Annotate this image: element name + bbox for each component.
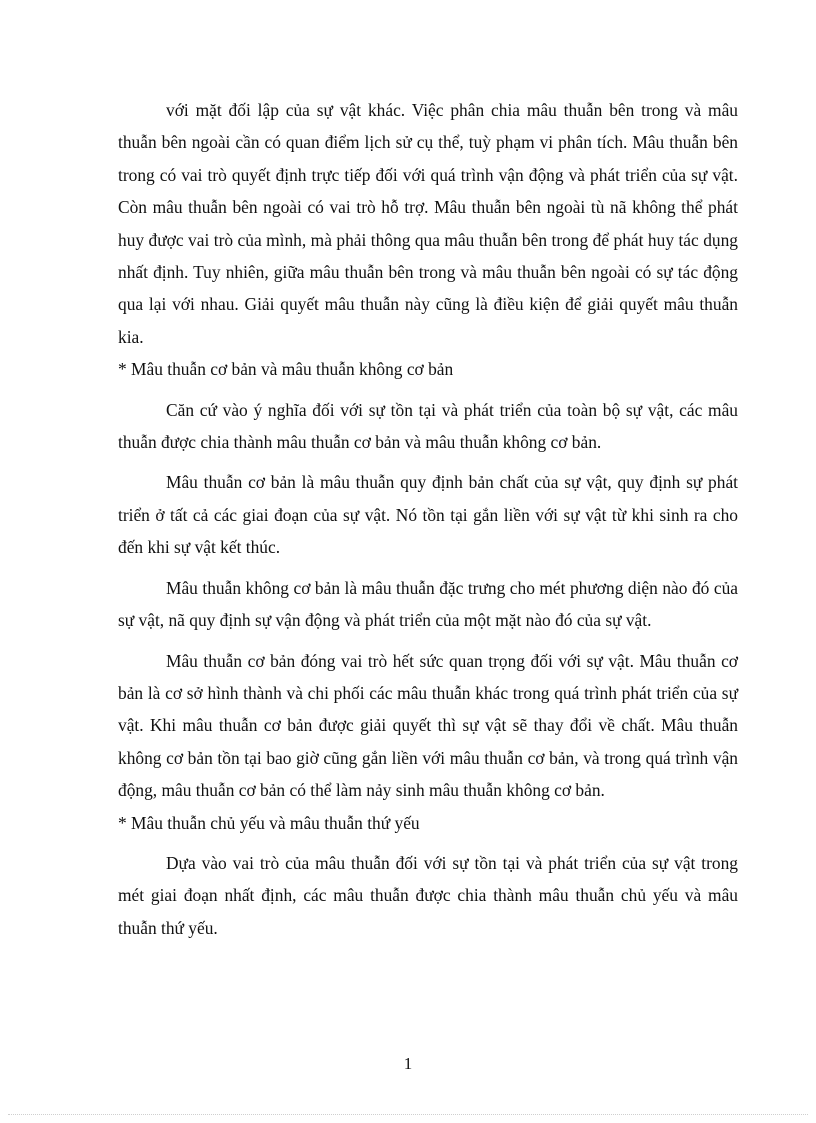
paragraph-basic-definition: Mâu thuẫn cơ bản là mâu thuẫn quy định bản chất của sự vật, quy định sự phát triển ở tất cả các giai đoạn của sự vật. Nó tồn tại gắn liền với sự vật từ khi sinh ra cho đến khi sự vật kết thúc.	[118, 472, 738, 558]
body-text	[118, 94, 738, 944]
heading-main-secondary: * Mâu thuẫn chủ yếu và mâu thuẫn thứ yếu	[118, 812, 420, 833]
paragraph-basic-role: Mâu thuẫn cơ bản đóng vai trò hết sức quan trọng đối với sự vật. Mâu thuẫn cơ bản là cơ sở hình thành và chi phối các mâu thuẫn khác trong quá trình phát triển của sự vật. Khi mâu thuẫn cơ bản được giải quyết thì sự vật sẽ thay đổi về chất. Mâu thuẫn không cơ bản tồn tại bao giờ cũng gắn liền với mâu thuẫn cơ bản, và trong quá trình vận động, mâu thuẫn cơ bản có thể làm nảy sinh mâu thuẫn không cơ bản.	[118, 650, 738, 801]
paragraph-nonbasic-definition: Mâu thuẫn không cơ bản là mâu thuẫn đặc trưng cho mét phương diện nào đó của sự vật, nã quy định sự vận động và phát triển của một mặt nào đó của sự vật.	[118, 577, 738, 631]
page-bottom-divider	[8, 1114, 808, 1115]
paragraph-main-secondary-intro: Dựa vào vai trò của mâu thuẫn đối với sự tồn tại và phát triển của sự vật trong mét giai đoạn nhất định, các mâu thuẫn được chia thành mâu thuẫn chủ yếu và mâu thuẫn thứ yếu.	[118, 852, 738, 938]
paragraph-basic-intro: Căn cứ vào ý nghĩa đối với sự tồn tại và phát triển của toàn bộ sự vật, các mâu thuẫn được chia thành mâu thuẫn cơ bản và mâu thuẫn không cơ bản.	[118, 399, 738, 453]
paragraph-inner-outer-contradiction: với mặt đối lập của sự vật khác. Việc phân chia mâu thuẫn bên trong và mâu thuẫn bên ngoài cần có quan điểm lịch sử cụ thể, tuỳ phạm vi phân tích. Mâu thuẫn bên trong có vai trò quyết định trực tiếp đối với quá trình vận động và phát triển của sự vật. Còn mâu thuẫn bên ngoài có vai trò hỗ trợ. Mâu thuẫn bên ngoài tù nã không thể phát huy được vai trò của mình, mà phải thông qua mâu thuẫn bên trong để phát huy tác dụng nhất định. Tuy nhiên, giữa mâu thuẫn bên trong và mâu thuẫn bên ngoài có sự tác động qua lại với nhau. Giải quyết mâu thuẫn này cũng là điều kiện để giải quyết mâu thuẫn kia.	[118, 100, 738, 347]
heading-basic-nonbasic: * Mâu thuẫn cơ bản và mâu thuẫn không cơ bản	[118, 359, 454, 380]
page-number: 1	[403, 1054, 413, 1073]
